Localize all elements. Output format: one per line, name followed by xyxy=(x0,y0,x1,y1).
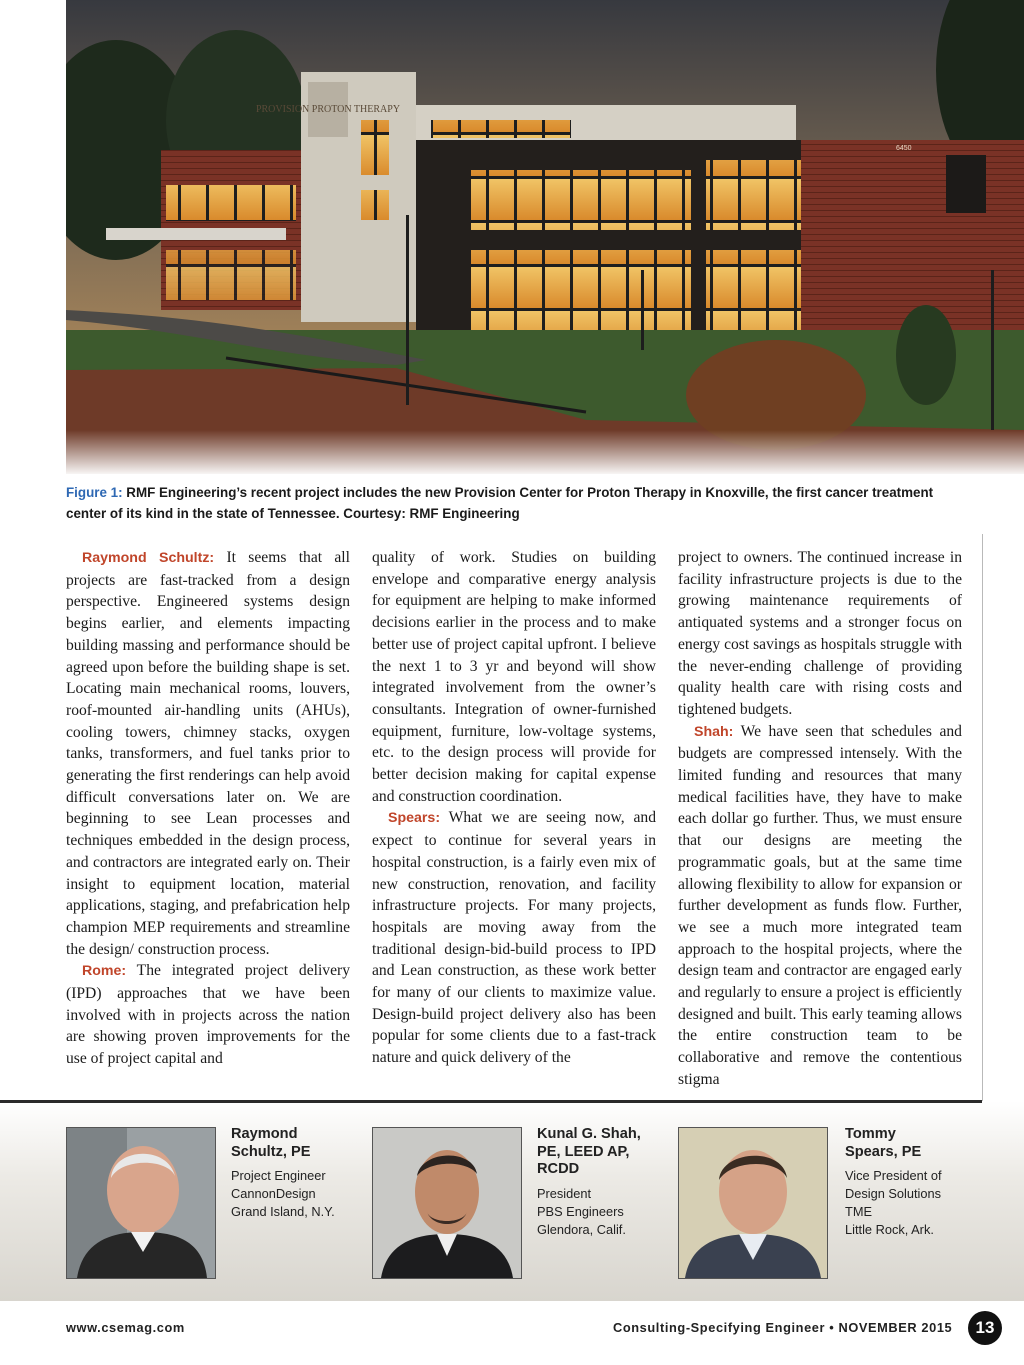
paragraph xyxy=(678,547,962,721)
bio-location: Glendora, Calif. xyxy=(537,1221,626,1237)
building-photo xyxy=(66,0,1024,474)
figure-caption xyxy=(66,483,956,524)
bio-name: Tommy Spears, PE xyxy=(845,1126,922,1160)
bio-title: Vice President of xyxy=(845,1168,942,1183)
bio-title-2: Design Solutions xyxy=(845,1186,942,1201)
footer-publication: Consulting-Specifying Engineer • NOVEMBER 2015 xyxy=(613,1320,953,1335)
bio-spears xyxy=(845,1126,942,1239)
bio-schultz xyxy=(231,1126,335,1221)
bio-location: Little Rock, Ark. xyxy=(845,1222,934,1237)
article-column-1 xyxy=(66,547,350,1070)
bio-location: Grand Island, N.Y. xyxy=(231,1204,335,1219)
page-number-badge: 13 xyxy=(968,1311,1002,1345)
paragraph xyxy=(66,547,350,960)
speaker-label: Rome: xyxy=(82,963,127,980)
speaker-label: Spears: xyxy=(388,810,441,827)
building-sign: PROVISION PROTON THERAPY xyxy=(255,104,401,115)
paragraph-text: What we are seeing now, and expect to continue for several years in hospital construction, is a fairly even mix of new construction, renovation, and facility infrastructure projects. For many projects, hospitals are moving away from the traditional design-bid-build process to IPD and Lean construction, as these work better for many of our clients to maximize value. Design-build project delivery also has been popular for some clients due to a fast-track nature and quick delivery of the xyxy=(372,809,656,1067)
portrait-schultz xyxy=(66,1127,216,1279)
figure-caption-text: RMF Engineering’s recent project includes the new Provision Center for Proton Therapy in Knoxville, the first cancer treatment center of its kind in the state of Tennessee. Courtesy: RMF Engineering xyxy=(66,485,934,521)
paragraph-text: project to owners. The continued increase in facility infrastructure projects is due to the growing maintenance requirements of antiquated systems and a stronger focus on energy cost savings as hospitals struggle with the never-ending challenge of providing quality health care with rising costs and tightened budgets. xyxy=(678,549,962,718)
bio-name: Kunal G. Shah, PE, LEED AP, RCDD xyxy=(537,1126,641,1177)
portrait-spears xyxy=(678,1127,828,1279)
bio-company: TME xyxy=(845,1204,873,1219)
speaker-label: Raymond Schultz: xyxy=(82,550,215,566)
paragraph xyxy=(66,960,350,1070)
band-divider xyxy=(0,1100,982,1103)
article-column-3 xyxy=(678,547,962,1091)
paragraph-text: We have seen that schedules and budgets are compressed intensely. With the limited funding and resources that many medical facilities have, they have to make each dollar go further. Thus, we must ensure that our designs are meeting the programmatic goals, but at the same time allowing flexibility to allow for expansion or further development as funds flow. Further, we see a much more integrated team approach to the hospital projects, where the design team and contractor are engaged early and regularly to ensure a project is efficiently designed and built. This early teaming allows the entire construction team to be collaborative and remove the contentious stigma xyxy=(678,722,962,1088)
bio-company: PBS Engineers xyxy=(537,1203,624,1219)
paragraph-text: It seems that all projects are fast-tracked from a design perspective. Engineered systems design begins earlier, and elements impacting building massing and performance should be agreed upon before the building shape is set. Locating main mechanical rooms, louvers, roof-mounted air-handling units (AHUs), cooling towers, chimney stacks, oxygen tanks, transformers, and fuel tanks prior to generating the first renderings can help avoid difficult conversations later on. We are beginning to see Lean processes and techniques embedded in the design process, and contractors are integrated early on. Their insight to equipment location, material applications, staging, and prefabrication help champion MEP requirements and streamline the design/ construction process. xyxy=(66,549,350,958)
paragraph xyxy=(372,807,656,1068)
paragraph-text: The integrated project delivery (IPD) approaches that we have been involved with in projects across the nation are showing proven improvements for the use of project capital and xyxy=(66,962,351,1068)
address-number: 6450 xyxy=(896,145,912,152)
figure-label: Figure 1: xyxy=(66,485,123,500)
portrait-shah xyxy=(372,1127,522,1279)
speaker-label: Shah: xyxy=(694,723,734,740)
bio-shah xyxy=(537,1126,641,1239)
article-column-2 xyxy=(372,547,656,1069)
bio-title: President xyxy=(537,1185,592,1201)
paragraph xyxy=(372,547,656,807)
paragraph xyxy=(678,721,962,1091)
bio-name: Raymond Schultz, PE xyxy=(231,1126,311,1160)
bio-company: CannonDesign xyxy=(231,1186,316,1201)
paragraph-text: quality of work. Studies on building envelope and comparative energy analysis for equipment are helping to make informed decisions earlier in the process and to make better use of project capital upfront. I believe the next 1 to 3 yr and beyond will show integrated involvement from the owner’s consultants. Integration of owner-furnished equipment, furniture, low-voltage systems, etc. to the design process will provide for better decision making for capital expense and construction coordination. xyxy=(372,549,656,805)
footer-url[interactable]: www.csemag.com xyxy=(66,1320,185,1335)
bio-title: Project Engineer xyxy=(231,1168,326,1183)
